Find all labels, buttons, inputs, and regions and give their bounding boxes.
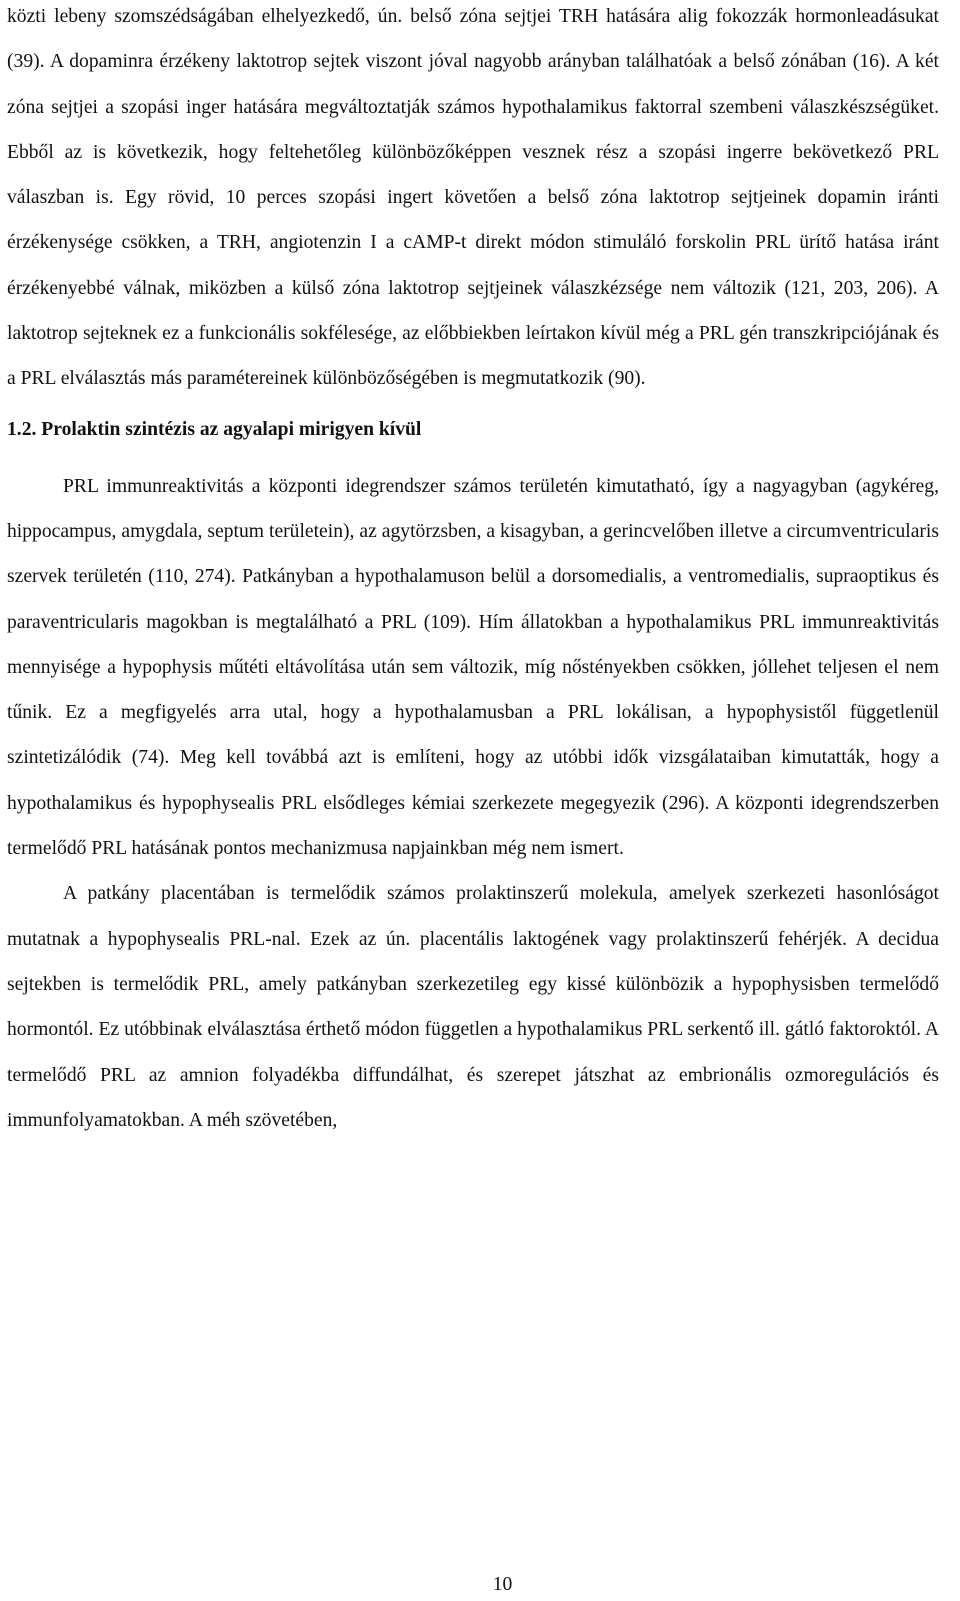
- page-number: 10: [492, 1574, 513, 1595]
- body-paragraph: A patkány placentában is termelődik számos prolaktinszerű molekula, amelyek szerkezeti hasonlóságot mutatnak a hypophysealis PRL-nal. Ezek az ún. placentális laktogének vagy prolaktinszerű fehérjék. A decidua sejtekben is termelődik PRL, amely patkányban szerkezetileg egy kissé különbözik a hypophysisben termelődő hormontól. Ez utóbbinak elválasztása érthető módon független a hypothalamikus PRL serkentő ill. gátló faktoroktól. A termelődő PRL az amnion folyadékba diffundálhat, és szerepet játszhat az embrionális ozmoregulációs és immunfolyamatokban. A méh szövetében,: [7, 883, 939, 1131]
- body-paragraph: közti lebeny szomszédságában elhelyezkedő, ún. belső zóna sejtjei TRH hatására alig fokozzák hormonleadásukat (39). A dopaminra érzékeny laktotrop sejtek viszont jóval nagyobb arányban találhatóak a belső zónában (16). A két zóna sejtjei a szopási inger hatására megváltoztatják számos hypothalamikus faktorral szembeni válaszkészségüket. Ebből az is következik, hogy feltehetőleg különbözőképpen vesznek rész a szopási ingerre bekövetkező PRL válaszban is. Egy rövid, 10 perces szopási ingert követően a belső zóna laktotrop sejtjeinek dopamin iránti érzékenysége csökken, a TRH, angiotenzin I a cAMP-t direkt módon stimuláló forskolin PRL ürítő hatása iránt érzékenyebbé válnak, miközben a külső zóna laktotrop sejtjeinek válaszkézsége nem változik (121, 203, 206). A laktotrop sejteknek ez a funkcionális sokfélesége, az előbbiekben leírtakon kívül még a PRL gén transzkripciójának és a PRL elválasztás más paramétereinek különbözőségében is megmutatkozik (90).: [7, 6, 939, 390]
- section-heading: 1.2. Prolaktin szintézis az agyalapi mirigyen kívül: [7, 418, 422, 440]
- document-page: [7, 0, 939, 1143]
- body-paragraph: PRL immunreaktivitás a központi idegrendszer számos területén kimutatható, így a nagyagyban (agykéreg, hippocampus, amygdala, septum területein), az agytörzsben, a kisagyban, a gerincvelőben illetve a circumventricularis szervek területén (110, 274). Patkányban a hypothalamuson belül a dorsomedialis, a ventromedialis, supraoptikus és paraventricularis magokban is megtalálható a PRL (109). Hím állatokban a hypothalamikus PRL immunreaktivitás mennyisége a hypophysis műtéti eltávolítása után sem változik, míg nőstényekben csökken, jóllehet teljesen el nem tűnik. Ez a megfigyelés arra utal, hogy a hypothalamusban a PRL lokálisan, a hypophysistől függetlenül szintetizálódik (74). Meg kell továbbá azt is említeni, hogy az utóbbi idők vizsgálataiban kimutatták, hogy a hypothalamikus és hypophysealis PRL elsődleges kémiai szerkezete megegyezik (296). A központi idegrendszerben termelődő PRL hatásának pontos mechanizmusa napjainkban még nem ismert.: [7, 475, 939, 860]
